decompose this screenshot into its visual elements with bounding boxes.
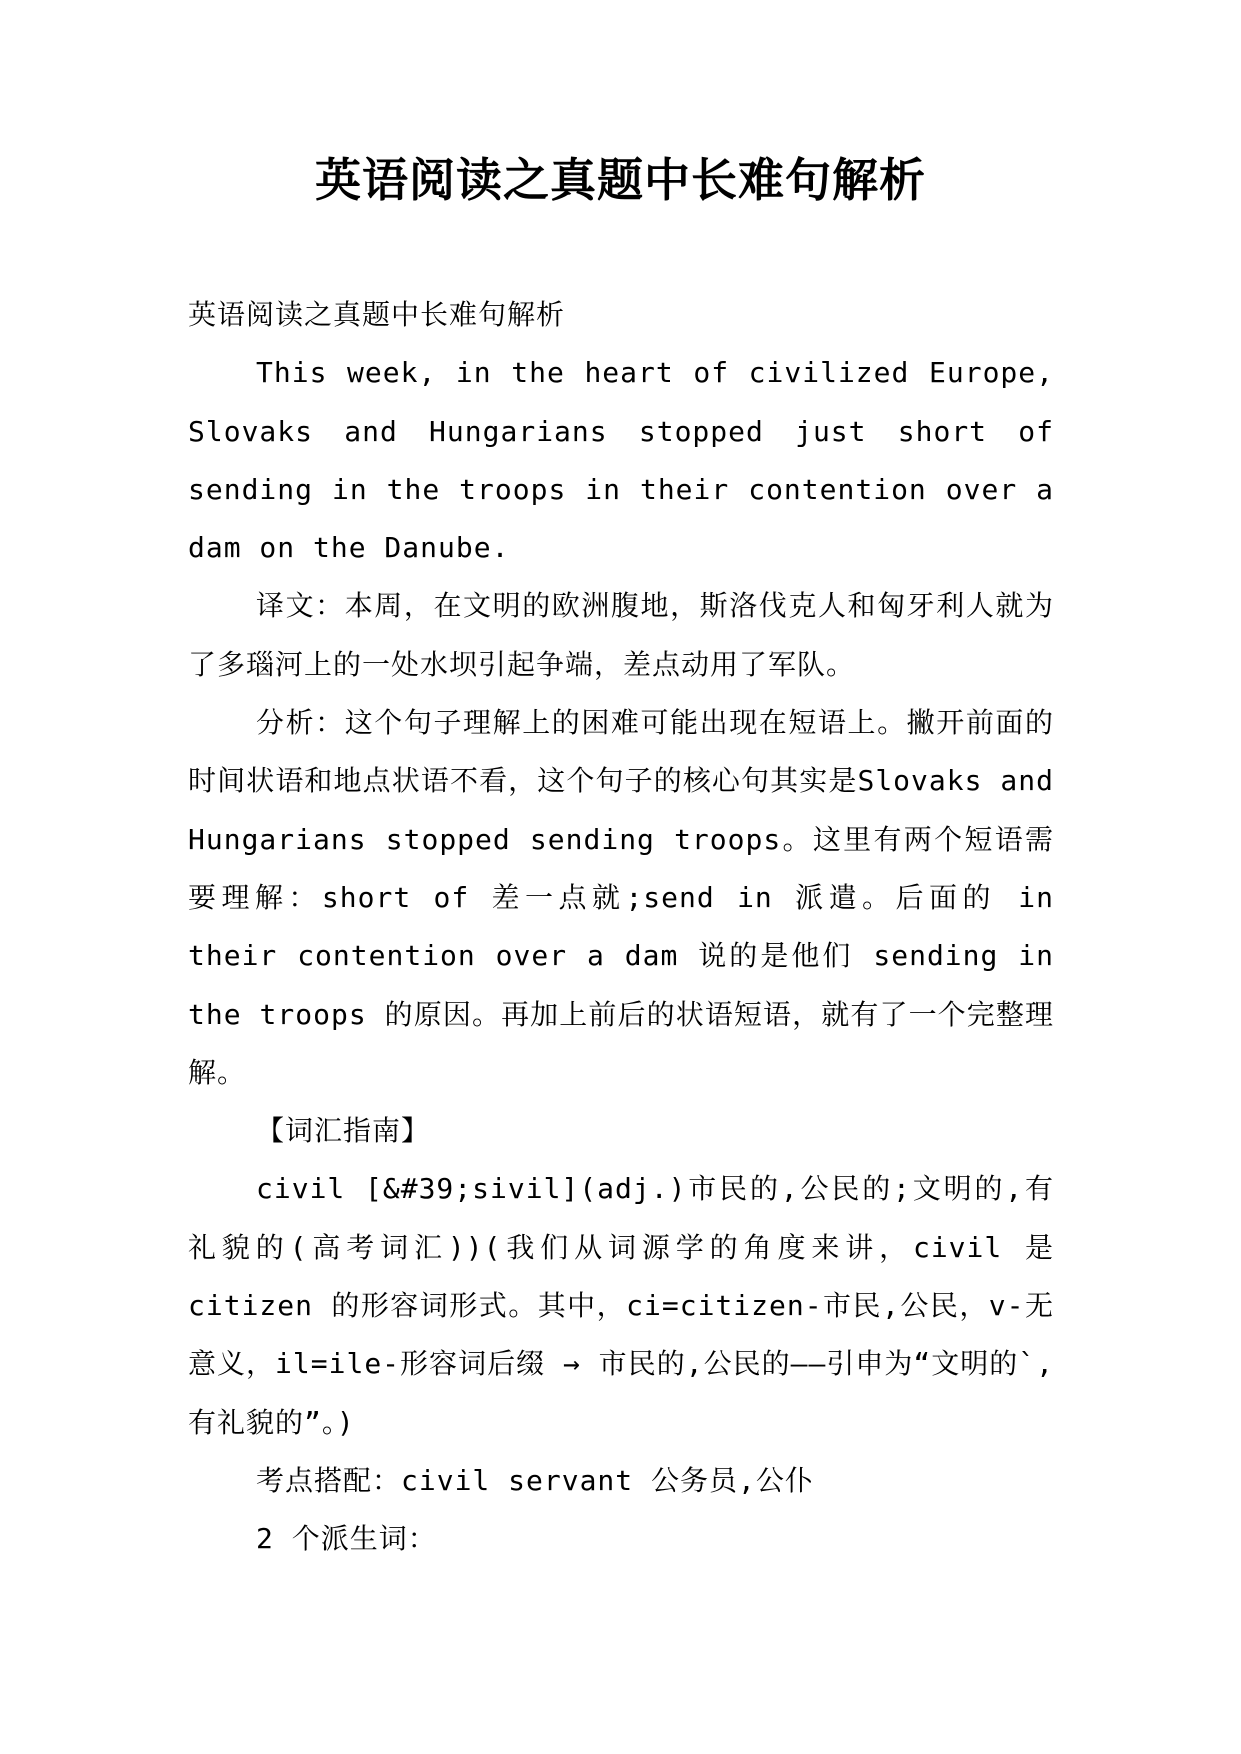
vocab-civil-paragraph: civil [&#39;sivil](adj.)市民的,公民的;文明的,有礼貌的(高考词汇))(我们从词源学的角度来讲，civil 是 citizen 的形容词形式。其中，ci=citizen-市民,公民，v-无意义，il=ile-形容词后缀 → 市民的,公民的——引申为“文明的`,有礼貌的”。) [188, 1172, 1054, 1439]
translation-paragraph: 译文：本周，在文明的欧洲腹地，斯洛伐克人和匈牙利人就为了多瑙河上的一处水坝引起争端，差点动用了军队。 [188, 589, 1054, 681]
derivatives-paragraph: 2 个派生词： [256, 1522, 437, 1556]
document-body [188, 286, 1054, 1569]
document-title: 英语阅读之真题中长难句解析 [315, 153, 926, 207]
analysis-paragraph: 分析：这个句子理解上的困难可能出现在短语上。撇开前面的时间状语和地点状语不看，这个句子的核心句其实是Slovaks and Hungarians stopped sending troops。这里有两个短语需要理解：short of 差一点就;send in 派遣。后面的 in their contention over a dam 说的是他们 sending in the troops 的原因。再加上前后的状语短语，就有了一个完整理解。 [188, 706, 1054, 1089]
english-sentence-paragraph: This week, in the heart of civilized Europe, Slovaks and Hungarians stopped just short of sending in the troops in their contention over a dam on the Danube. [188, 356, 1054, 565]
vocab-heading: 【词汇指南】 [256, 1114, 431, 1148]
collocation-paragraph: 考点搭配：civil servant 公务员,公仆 [256, 1463, 814, 1497]
subtitle-line: 英语阅读之真题中长难句解析 [188, 298, 566, 331]
